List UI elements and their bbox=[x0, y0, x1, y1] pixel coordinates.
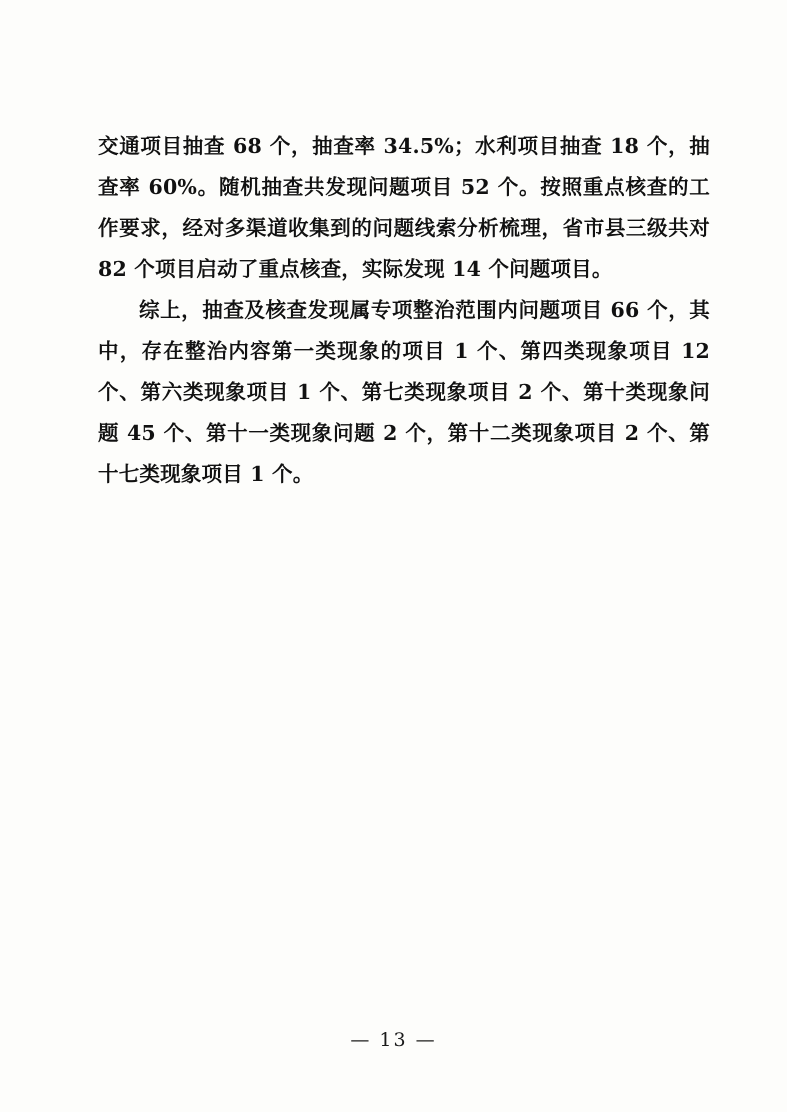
paragraph-1: 交通项目抽查 68 个，抽查率 34.5%；水利项目抽查 18 个，抽查率 60%。随机抽查共发现问题项目 52 个。按照重点核查的工作要求，经对多渠道收集到的问题线索分析梳理，省市县三级共对 82 个项目启动了重点核查，实际发现 14 个问题项目。 bbox=[98, 134, 710, 281]
paragraph-2: 综上，抽查及核查发现属专项整治范围内问题项目 66 个，其中，存在整治内容第一类现象的项目 1 个、第四类现象项目 12 个、第六类现象项目 1 个、第七类现象项目 2 个、第十类现象问题 45 个、第十一类现象问题 2 个，第十二类现象项目 2 个、第十七类现象项目 1 个。 bbox=[98, 298, 710, 486]
document-text-body bbox=[98, 126, 710, 495]
page-number-footer: — 13 — bbox=[350, 1029, 437, 1051]
